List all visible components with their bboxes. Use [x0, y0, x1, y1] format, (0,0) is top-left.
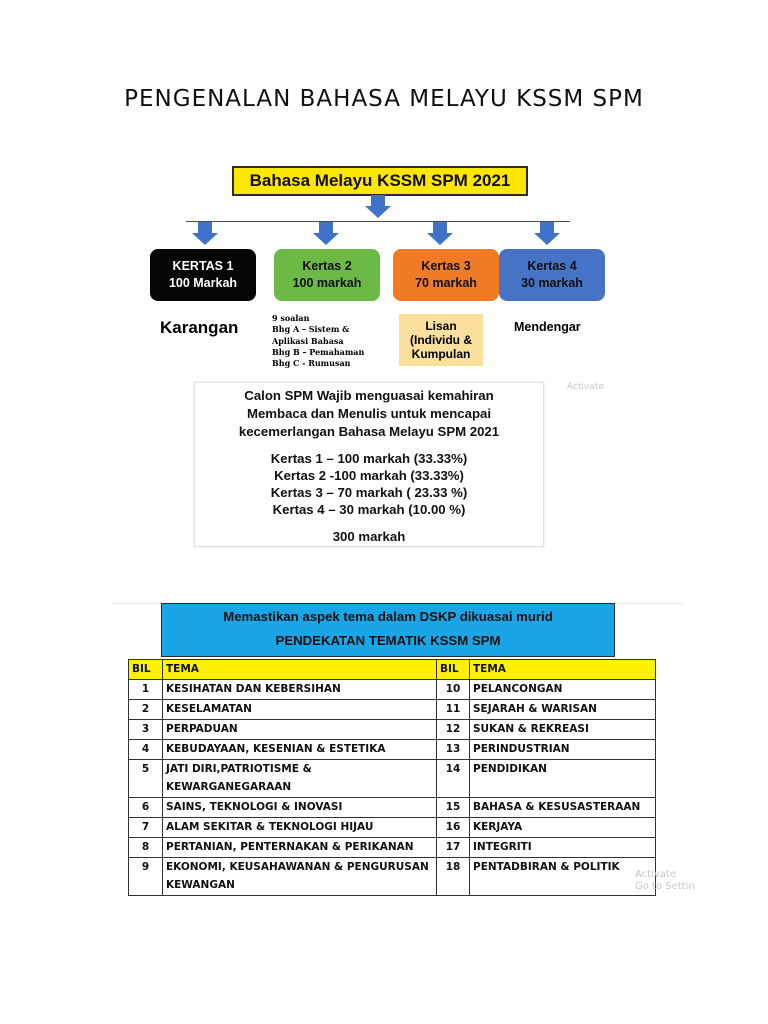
summary-text-line: Membaca dan Menulis untuk mencapai: [246, 406, 492, 421]
table-row: [129, 838, 656, 858]
row-number: 12: [437, 720, 470, 740]
table-row: [129, 700, 656, 720]
kertas-2-description: [272, 313, 364, 369]
total-marks: 300 markah: [332, 529, 406, 544]
tema-cell: PERTANIAN, PENTERNAKAN & PERIKANAN: [163, 838, 437, 858]
row-number: 6: [129, 798, 163, 818]
paper-marks: 100 markah: [292, 276, 362, 290]
row-number: 8: [129, 838, 163, 858]
tema-cell: JATI DIRI,PATRIOTISME & KEWARGANEGARAAN: [163, 760, 437, 798]
summary-text-line: Calon SPM Wajib menguasai kemahiran: [244, 388, 494, 403]
kertas-4-description: Mendengar: [514, 320, 581, 334]
tema-header-line: Memastikan aspek tema dalam DSKP dikuasai murid: [223, 609, 553, 624]
tema-cell: EKONOMI, KEUSAHAWANAN & PENGURUSAN KEWANGAN: [163, 858, 437, 896]
watermark-line: Activate: [635, 869, 676, 880]
paper-marks: 70 markah: [415, 276, 477, 290]
tema-cell: KESELAMATAN: [163, 700, 437, 720]
marks-line: Kertas 1 – 100 markah (33.33%): [270, 451, 468, 466]
activate-watermark: Activate: [567, 382, 604, 392]
row-number: 3: [129, 720, 163, 740]
table-row: [129, 818, 656, 838]
tema-table: [128, 659, 656, 896]
tema-cell: INTEGRITI: [470, 838, 656, 858]
paper-box-kertas-2: [274, 249, 380, 301]
kertas-1-description: Karangan: [160, 318, 239, 337]
desc-line: Kumpulan: [411, 347, 471, 361]
tema-cell: KERJAYA: [470, 818, 656, 838]
page-title: PENGENALAN BAHASA MELAYU KSSM SPM: [124, 86, 644, 112]
watermark-line: Go to Settin: [635, 881, 695, 892]
tema-cell: KESIHATAN DAN KEBERSIHAN: [163, 680, 437, 700]
desc-line: Bhg B – Pemahaman: [272, 346, 365, 357]
marks-line: Kertas 4 – 30 markah (10.00 %): [272, 502, 466, 517]
row-number: 4: [129, 740, 163, 760]
tema-cell: SUKAN & REKREASI: [470, 720, 656, 740]
paper-box-kertas-4: [499, 249, 605, 301]
tema-cell: PENTADBIRAN & POLITIK: [470, 858, 656, 896]
tema-cell: SEJARAH & WARISAN: [470, 700, 656, 720]
paper-box-kertas-1: [150, 249, 256, 301]
desc-line: Bhg A – Sistem &: [272, 324, 350, 335]
paper-marks: 30 markah: [521, 276, 583, 290]
row-number: 16: [437, 818, 470, 838]
table-row: [129, 798, 656, 818]
tema-cell: ALAM SEKITAR & TEKNOLOGI HIJAU: [163, 818, 437, 838]
summary-text-line: kecemerlangan Bahasa Melayu SPM 2021: [238, 424, 500, 439]
table-row: [129, 680, 656, 700]
tema-cell: KEBUDAYAAN, KESENIAN & ESTETIKA: [163, 740, 437, 760]
tema-cell: PENDIDIKAN: [470, 760, 656, 798]
table-row: [129, 760, 656, 798]
desc-line: Lisan: [425, 319, 457, 333]
row-number: 14: [437, 760, 470, 798]
row-number: 9: [129, 858, 163, 896]
row-number: 2: [129, 700, 163, 720]
column-header-tema: TEMA: [163, 660, 437, 680]
paper-label: Kertas 2: [302, 259, 352, 273]
column-header-bil: BIL: [437, 660, 470, 680]
row-number: 10: [437, 680, 470, 700]
tema-cell: SAINS, TEKNOLOGI & INOVASI: [163, 798, 437, 818]
paper-box-kertas-3: [393, 249, 499, 301]
desc-line: (Individu &: [410, 333, 472, 347]
marks-line: Kertas 3 – 70 markah ( 23.33 %): [270, 485, 468, 500]
tema-cell: BAHASA & KESUSASTERAAN: [470, 798, 656, 818]
row-number: 1: [129, 680, 163, 700]
connector-line: [186, 221, 570, 222]
row-number: 11: [437, 700, 470, 720]
tema-cell: PERINDUSTRIAN: [470, 740, 656, 760]
row-number: 18: [437, 858, 470, 896]
row-number: 15: [437, 798, 470, 818]
paper-marks: 100 Markah: [168, 276, 238, 290]
table-row: [129, 720, 656, 740]
table-row: [129, 740, 656, 760]
summary-box: [194, 382, 544, 547]
desc-line: Aplikasi Bahasa: [272, 335, 344, 346]
table-row: [129, 858, 656, 896]
tema-cell: PERPADUAN: [163, 720, 437, 740]
paper-label: Kertas 3: [421, 259, 471, 273]
paper-label: KERTAS 1: [172, 259, 234, 273]
activate-windows-watermark: [635, 869, 695, 893]
row-number: 17: [437, 838, 470, 858]
kertas-3-description: [399, 314, 483, 366]
marks-line: Kertas 2 -100 markah (33.33%): [274, 468, 464, 483]
row-number: 13: [437, 740, 470, 760]
row-number: 7: [129, 818, 163, 838]
diagram-top-box: Bahasa Melayu KSSM SPM 2021: [232, 166, 528, 196]
tema-cell: PELANCONGAN: [470, 680, 656, 700]
tema-header-title: PENDEKATAN TEMATIK KSSM SPM: [275, 633, 501, 648]
paper-label: Kertas 4: [527, 259, 577, 273]
desc-line: 9 soalan: [272, 313, 310, 323]
tema-header: [161, 603, 615, 657]
desc-line: Bhg C - Rumusan: [272, 358, 351, 369]
row-number: 5: [129, 760, 163, 798]
column-header-bil: BIL: [129, 660, 163, 680]
column-header-tema: TEMA: [470, 660, 656, 680]
